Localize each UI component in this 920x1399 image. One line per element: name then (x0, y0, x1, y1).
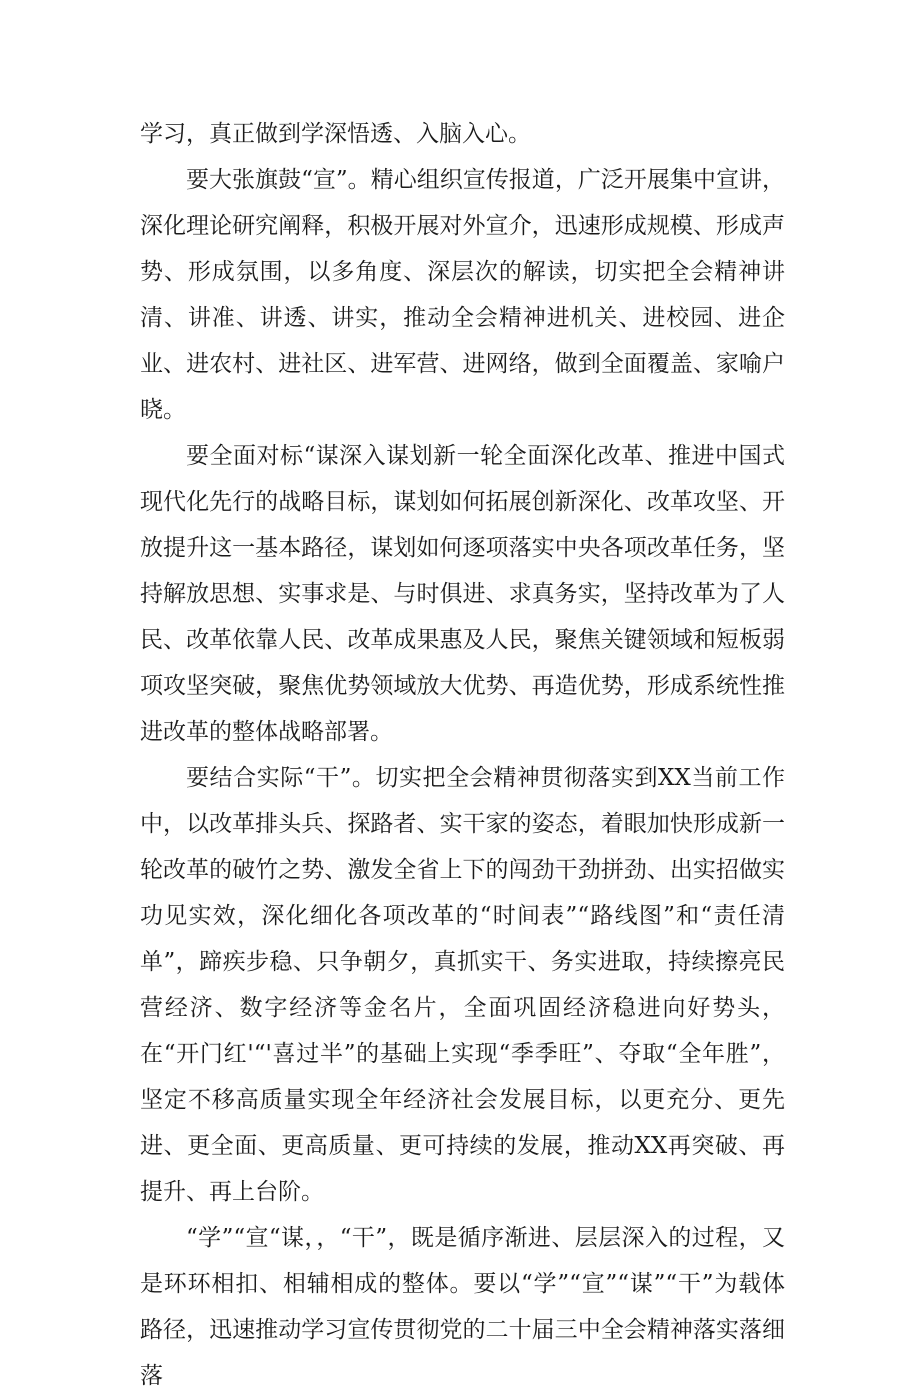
document-body (140, 111, 785, 1399)
paragraph-plan: 要全面对标“谋深入谋划新一轮全面深化改革、推进中国式现代化先行的战略目标，谋划如何拓展创新深化、改革攻坚、开放提升这一基本路径，谋划如何逐项落实中央各项改革任务，坚持解放思想、实事求是、与时俱进、求真务实，坚持改革为了人民、改革依靠人民、改革成果惠及人民，聚焦关键领域和短板弱项攻坚突破，聚焦优势领域放大优势、再造优势，形成系统性推进改革的整体战略部署。 (140, 443, 785, 745)
paragraph-summary: “学”“宣“谋，，“干”，既是循序渐进、层层深入的过程，又是环环相扣、相辅相成的整体。要以“学”“宣”“谋”“干”为载体路径，迅速推动学习宣传贯彻党的二十届三中全会精神落实落细落 (140, 1225, 785, 1389)
paragraph-continuation: 学习，真正做到学深悟透、入脑入心。 (140, 121, 531, 147)
paragraph-implement: 要结合实际“干”。切实把全会精神贯彻落实到XX当前工作中，以改革排头兵、探路者、实干家的姿态，着眼加快形成新一轮改革的破竹之势、激发全省上下的闯劲干劲拼劲、出实招做实功见实效，深化细化各项改革的“时间表”“路线图”和“责任清单”，蹄疾步稳、只争朝夕，真抓实干、务实进取，持续擦亮民营经济、数字经济等金名片，全面巩固经济稳进向好势头，在“开门红'“'喜过半”的基础上实现“季季旺”、夺取“全年胜”，坚定不移高质量实现全年经济社会发展目标，以更充分、更先进、更全面、更高质量、更可持续的发展，推动XX再突破、再提升、再上台阶。 (140, 765, 785, 1205)
paragraph-publicize: 要大张旗鼓“宣”。精心组织宣传报道，广泛开展集中宣讲，深化理论研究阐释，积极开展对外宣介，迅速形成规模、形成声势、形成氛围，以多角度、深层次的解读，切实把全会精神讲清、讲准、讲透、讲实，推动全会精神进机关、进校园、进企业、进农村、进社区、进军营、进网络，做到全面覆盖、家喻户晓。 (140, 167, 785, 423)
